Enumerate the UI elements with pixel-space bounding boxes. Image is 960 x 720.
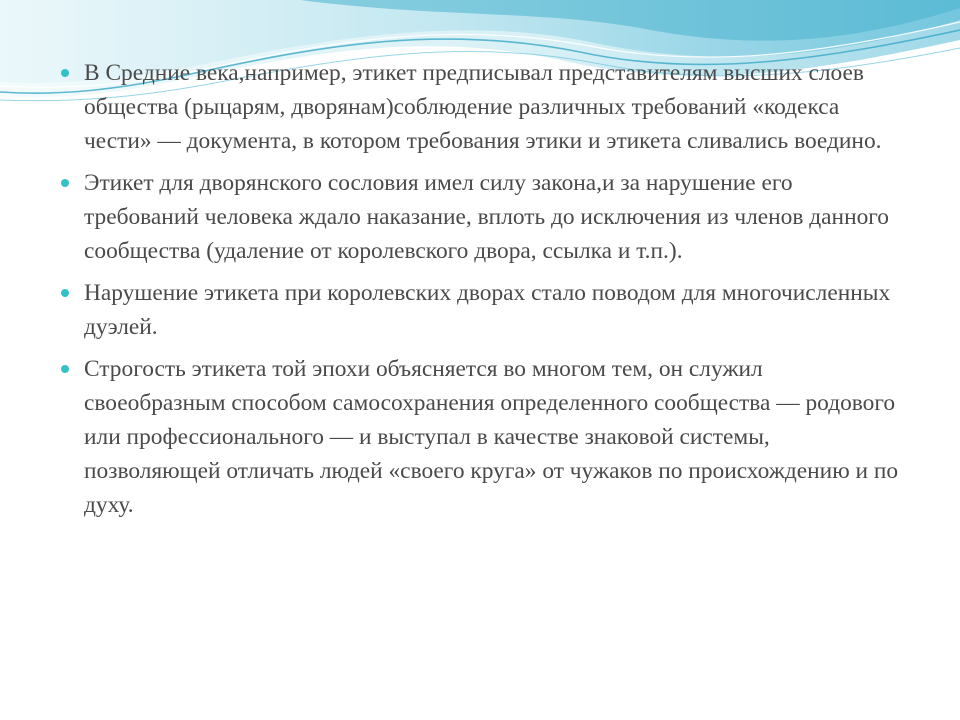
bullet-text: Строгость этикета той эпохи объясняется во многом тем, он служил своеобразным способом самосохранения определенного сообщества — родового или профессионального — и выступал в качестве знаковой системы, позволяющей отличать людей «своего круга» от чужаков по происхождению и по духу.	[84, 356, 899, 518]
bullet-dot-icon	[61, 289, 69, 297]
bullet-item	[60, 56, 910, 158]
bullet-list	[60, 56, 910, 522]
content-area	[60, 56, 910, 530]
bullet-text: Этикет для дворянского сословия имел силу закона,и за нарушение его требований человека ждало наказание, вплоть до исключения из членов данного сообщества (удаление от королевского двора, ссылка и т.п.).	[84, 170, 889, 264]
bullet-text: Нарушение этикета при королевских дворах стало поводом для многочисленных дуэлей.	[84, 280, 891, 340]
bullet-dot-icon	[61, 365, 69, 373]
bullet-text: В Средние века,например, этикет предписывал представителям высших слоев общества (рыцарям, дворянам)соблюдение различных требований «кодекса чести» — документа, в котором требования этики и этикета сливались воедино.	[84, 60, 882, 154]
bullet-item	[60, 166, 910, 268]
bullet-item	[60, 352, 910, 522]
bullet-dot-icon	[61, 179, 69, 187]
bullet-dot-icon	[61, 69, 69, 77]
bullet-item	[60, 276, 910, 344]
